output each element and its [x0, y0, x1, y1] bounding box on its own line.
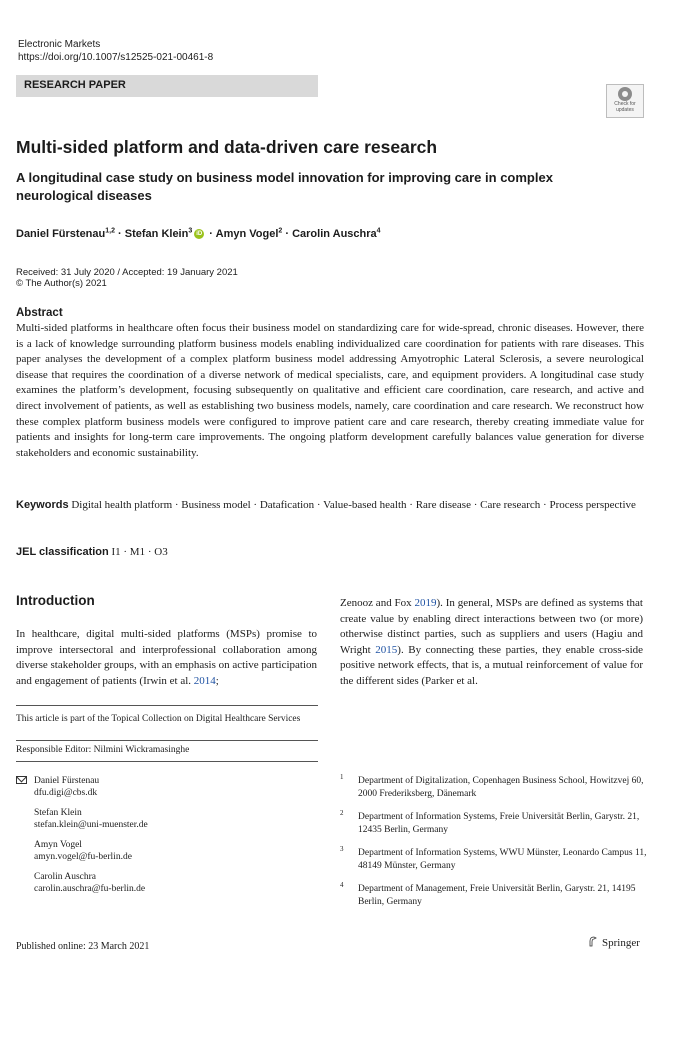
contact-name: Stefan Klein: [34, 808, 82, 818]
contact-email[interactable]: carolin.auschra@fu-berlin.de: [34, 884, 146, 894]
affiliation-number: 4: [340, 881, 344, 889]
contact-email[interactable]: dfu.digi@cbs.dk: [34, 788, 98, 798]
keywords-label: Keywords: [16, 499, 69, 511]
keywords-text: Digital health platform · Business model · Datafication · Value-based health · Rare disease · Care research · Process perspective: [71, 499, 636, 511]
envelope-icon: [16, 776, 27, 784]
author-name[interactable]: Daniel Fürstenau: [16, 228, 106, 240]
author-affiliation-ref: 1,2: [105, 227, 115, 235]
abstract-heading: Abstract: [16, 307, 63, 319]
citation-link[interactable]: 2015: [375, 643, 398, 656]
topical-collection-note: This article is part of the Topical Collection on Digital Healthcare Services: [16, 714, 301, 724]
abstract-text: Multi-sided platforms in healthcare often focus their business model on standardizing care for wide-spread, chronic diseases. However, there is a lack of knowledge surrounding platform business models enabling individualized care coordination for patients with rare diseases. This paper analyses the development of a complex platform business model addressing Amyotrophic Lateral Sclerosis, a severe neurological disease that requires the coordination of a diverse network of medical specialists, care, and equipment providers. A longitudinal case study examines the platform’s development, focusing subsequently on qualitative and efficient care coordination, care research, and active and direct involvement of patients, as well as establishing two business models, namely, care coordination and care research. We reconstruct how these complex platform business models were configured to improve patient care and care research, thereby creating immediate value for patients and insights for long-term care improvements. The ongoing platform development carefully balances value generation for diverse stakeholders and economic sustainability.: [16, 322, 644, 459]
author-affiliation-ref: 3: [188, 227, 193, 235]
intro-paragraph-text: In healthcare, digital multi-sided platforms (MSPs) promise to improve intersectoral and interprofessional collaboration among diverse stakeholder groups, with an emphasis on active participation and engagement of patients (Irwin et al.: [16, 628, 317, 687]
published-online-date: Published online: 23 March 2021: [16, 941, 150, 952]
citation-link[interactable]: 2019: [414, 597, 437, 609]
keywords-section: [16, 497, 646, 513]
affiliations-list: [340, 775, 650, 919]
contact-entry: [16, 839, 326, 863]
author-separator: ·: [114, 228, 125, 240]
introduction-left-column: [16, 627, 317, 689]
affiliation-number: 3: [340, 845, 344, 853]
author-name[interactable]: Carolin Auschra: [292, 228, 377, 240]
affiliation-number: 1: [340, 773, 344, 781]
affiliation-text: Department of Management, Freie Universität Berlin, Garystr. 21, 14195 Berlin, Germany: [358, 884, 636, 907]
contact-name: Amyn Vogel: [34, 840, 82, 850]
affiliation-text: Department of Information Systems, WWU Münster, Leonardo Campus 11, 48149 Münster, Germany: [358, 848, 647, 871]
publisher-name: Springer: [602, 937, 640, 949]
intro-paragraph-text: ). In general, MSPs are defined as systems that create value by enabling direct interactions between two (or more) otherwise distinct parties, such as suppliers and users (Hagiu and Wright: [340, 597, 643, 656]
affiliation-text: Department of Digitalization, Copenhagen Business School, Howitzvej 60, 2000 Frederiksberg, Dänemark: [358, 776, 644, 799]
jel-codes: I1 · M1 · O3: [111, 546, 168, 558]
intro-paragraph-text: Zenooz and Fox: [340, 597, 415, 609]
article-type-label: RESEARCH PAPER: [24, 79, 126, 91]
check-updates-label: Check for updates: [614, 101, 636, 113]
springer-horse-icon: [588, 936, 598, 947]
footnote-divider: [16, 705, 318, 706]
citation-link[interactable]: 2014: [193, 674, 216, 687]
author-list: [16, 227, 676, 241]
corresponding-authors: [16, 775, 326, 903]
jel-section: [16, 545, 168, 559]
author-name[interactable]: Amyn Vogel: [215, 228, 279, 240]
contact-name: Daniel Fürstenau: [34, 776, 100, 786]
check-for-updates-badge[interactable]: [606, 84, 644, 118]
publisher-logo: [588, 936, 640, 950]
contact-name: Carolin Auschra: [34, 872, 97, 882]
affiliation-number: 2: [340, 809, 344, 817]
copyright-notice: © The Author(s) 2021: [16, 278, 107, 289]
affiliation-entry: [340, 811, 650, 836]
received-accepted-dates: Received: 31 July 2020 / Accepted: 19 January 2021: [16, 267, 238, 278]
orcid-icon[interactable]: iD: [196, 231, 203, 238]
contact-email[interactable]: stefan.klein@uni-muenster.de: [34, 820, 148, 830]
responsible-editor: Responsible Editor: Nilmini Wickramasinghe: [16, 745, 190, 755]
affiliation-entry: [340, 883, 650, 908]
author-affiliation-ref: 4: [376, 227, 381, 235]
article-title: Multi-sided platform and data-driven care research: [16, 137, 438, 157]
doi-link[interactable]: https://doi.org/10.1007/s12525-021-00461-8: [18, 52, 214, 63]
introduction-heading: Introduction: [16, 593, 95, 608]
affiliation-text: Department of Information Systems, Freie Universität Berlin, Garystr. 21, 12435 Berlin, Germany: [358, 812, 640, 835]
author-separator: ·: [206, 228, 216, 240]
contact-entry: [16, 871, 326, 895]
author-name[interactable]: Stefan Klein: [124, 228, 189, 240]
update-icon: [618, 87, 632, 101]
affiliation-entry: [340, 775, 650, 800]
intro-paragraph-text: ;: [215, 674, 219, 687]
author-affiliation-ref: 2: [278, 227, 283, 235]
author-separator: ·: [282, 228, 293, 240]
footnote-divider: [16, 740, 318, 741]
contact-email[interactable]: amyn.vogel@fu-berlin.de: [34, 852, 132, 862]
article-subtitle: A longitudinal case study on business model innovation for improving care in complex neurological diseases: [16, 170, 553, 203]
intro-paragraph-text: ). By connecting these parties, they enable cross-side positive network effects, that is, a mutual reinforcement of value for the different sides (Parker et al.: [340, 643, 644, 687]
introduction-right-column: [340, 596, 643, 690]
footnote-divider: [16, 761, 318, 762]
jel-label: JEL classification: [16, 546, 109, 558]
journal-name: Electronic Markets: [18, 39, 101, 50]
contact-entry: [16, 775, 326, 799]
affiliation-entry: [340, 847, 650, 872]
contact-entry: [16, 807, 326, 831]
